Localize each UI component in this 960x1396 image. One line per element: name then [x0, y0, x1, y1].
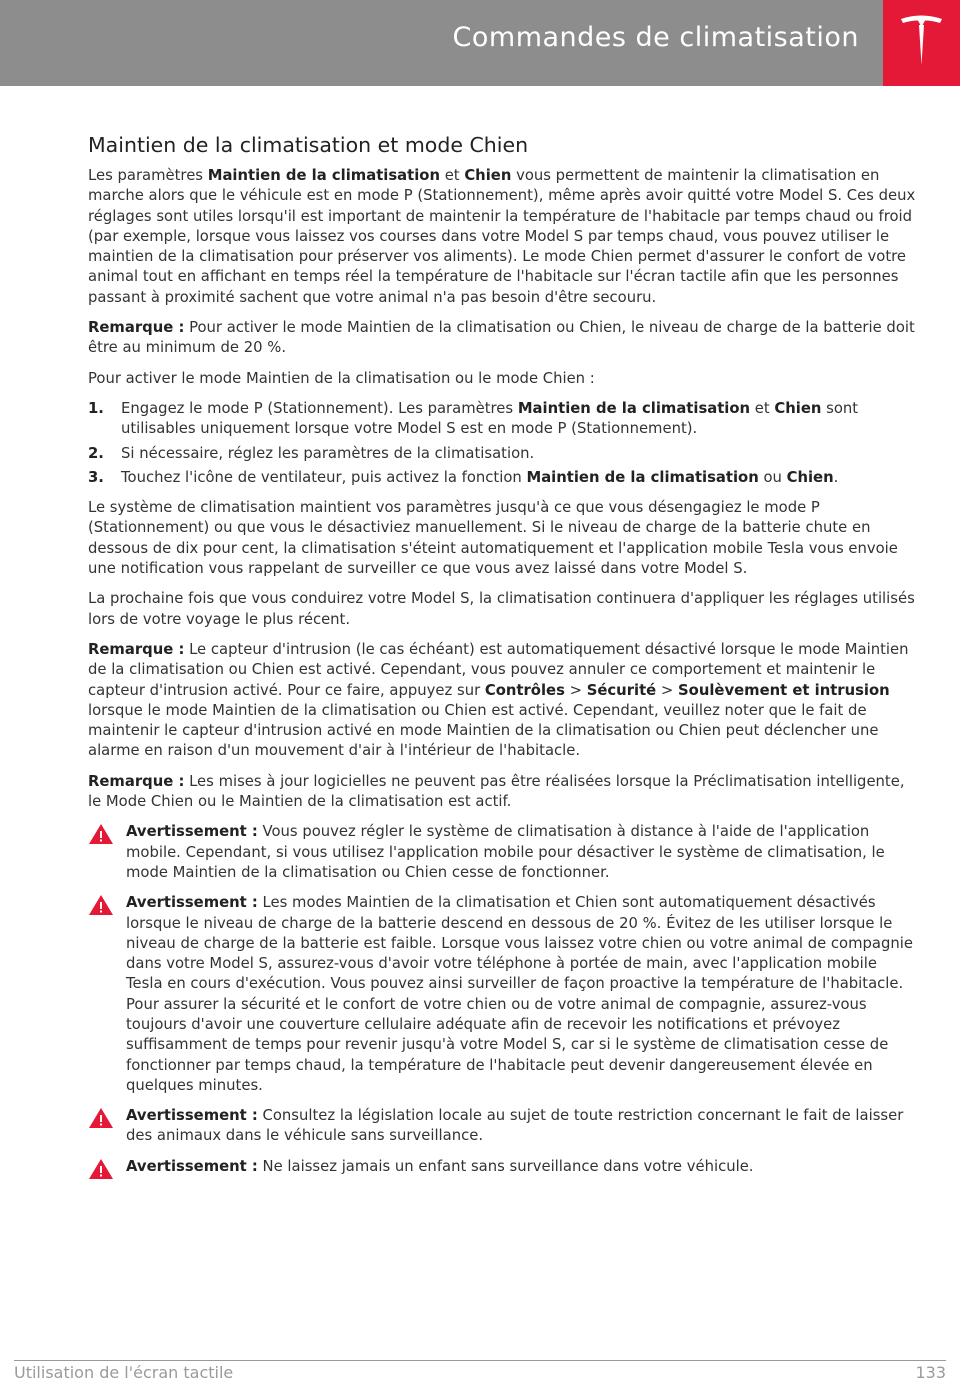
- section-title: Maintien de la climatisation et mode Chien: [88, 133, 529, 157]
- warning-block: Avertissement : Ne laissez jamais un enfant sans surveillance dans votre véhicule.: [88, 1157, 916, 1177]
- warning-icon: [88, 1107, 114, 1129]
- steps-list: [88, 399, 916, 488]
- footer-section-name: Utilisation de l'écran tactile: [14, 1363, 234, 1382]
- page-header: [0, 0, 883, 86]
- list-item: 3. Touchez l'icône de ventilateur, puis activez la fonction Maintien de la climatisation ou Chien.: [88, 468, 839, 486]
- page-number: 133: [915, 1363, 946, 1382]
- paragraph-next-drive: La prochaine fois que vous conduirez votre Model S, la climatisation continuera d'appliquer les réglages utilisés lors de votre voyage le plus récent.: [88, 590, 915, 628]
- footer-divider: [14, 1360, 946, 1361]
- tesla-logo-icon: [899, 13, 944, 71]
- main-content: [88, 132, 916, 1187]
- header-title: Commandes de climatisation: [452, 22, 859, 53]
- warning-icon: [88, 1158, 114, 1180]
- list-item: 2. Si nécessaire, réglez les paramètres de la climatisation.: [88, 444, 535, 462]
- list-item: 1. Engagez le mode P (Stationnement). Les paramètres Maintien de la climatisation et Chien sont utilisables uniquement lorsque votre Model S est en mode P (Stationnement).: [88, 399, 859, 438]
- warning-block: Avertissement : Consultez la législation locale au sujet de toute restriction concernant le fait de laisser des animaux dans le véhicule sans surveillance.: [88, 1106, 916, 1147]
- note-battery: Remarque : Pour activer le mode Maintien de la climatisation ou Chien, le niveau de charge de la batterie doit être au minimum de 20 %.: [88, 319, 915, 357]
- intro-paragraph: Les paramètres Maintien de la climatisation et Chien vous permettent de maintenir la climatisation en marche alors que le véhicule est en mode P (Stationnement), même après avoir quitté votre Model S. Ces deux réglages sont utiles lorsqu'il est important de maintenir la température de l'habitacle par temps chaud ou froid (par exemple, lorsque vous laissez vos courses dans votre Model S par temps chaud, vous pouvez utiliser le maintien de la climatisation pour préserver vos aliments). Le mode Chien permet d'assurer le confort de votre animal tout en affichant en temps réel la température de l'habitacle sur l'écran tactile afin que les personnes passant à proximité sachent que votre animal n'a pas besoin d'être secouru.: [88, 167, 916, 306]
- brand-logo-box: [883, 0, 960, 86]
- warning-icon: [88, 823, 114, 845]
- warning-icon: [88, 894, 114, 916]
- note-updates: Remarque : Les mises à jour logicielles ne peuvent pas être réalisées lorsque la Préclimatisation intelligente, le Mode Chien ou le Maintien de la climatisation est actif.: [88, 772, 905, 811]
- paragraph-maintain: Le système de climatisation maintient vos paramètres jusqu'à ce que vous désengagiez le mode P (Stationnement) ou que vous le désactiviez manuellement. Si le niveau de charge de la batterie chute en dessous de dix pour cent, la climatisation s'éteint automatiquement et l'application mobile Tesla vous envoie une notification vous rappelant de surveiller ce que vous avez laissé dans votre Model S.: [88, 499, 898, 578]
- note-intrusion: Remarque : Le capteur d'intrusion (le cas échéant) est automatiquement désactivé lorsque le mode Maintien de la climatisation ou Chien est activé. Cependant, vous pouvez annuler ce comportement et maintenir le capteur d'intrusion activé. Pour ce faire, appuyez sur Contrôles > Sécurité > Soulèvement et intrusion lorsque le mode Maintien de la climatisation ou Chien est activé. Cependant, veuillez noter que le fait de maintenir le capteur d'intrusion activé en mode Maintien de la climatisation ou Chien peut déclencher une alarme en raison d'un mouvement d'air à l'intérieur de l'habitacle.: [88, 640, 909, 760]
- warning-block: Avertissement : Les modes Maintien de la climatisation et Chien sont automatiquement désactivés lorsque le niveau de charge de la batterie descend en dessous de 20 %. Évitez de les utiliser lorsque le niveau de charge de la batterie est faible. Lorsque vous laissez votre chien ou votre animal de compagnie dans votre Model S, assurez-vous d'avoir votre téléphone à portée de main, avec l'application mobile Tesla en cours d'exécution. Vous pouvez ainsi surveiller de façon proactive la température de l'habitacle. Pour assurer la sécurité et le confort de votre chien ou de votre animal de compagnie, assurez-vous toujours d'avoir une couverture cellulaire adéquate afin de recevoir les notifications et prévoyez suffisamment de temps pour revenir jusqu'à votre Model S, car si le système de climatisation cesse de fonctionner par temps chaud, la température de l'habitacle peut devenir dangereusement élevée en quelques minutes.: [88, 893, 916, 1096]
- steps-intro: Pour activer le mode Maintien de la climatisation ou le mode Chien :: [88, 369, 595, 387]
- warning-block: Avertissement : Vous pouvez régler le système de climatisation à distance à l'aide de l'application mobile. Cependant, si vous utilisez l'application mobile pour désactiver le système de climatisation, le mode Maintien de la climatisation ou Chien cesse de fonctionner.: [88, 822, 916, 883]
